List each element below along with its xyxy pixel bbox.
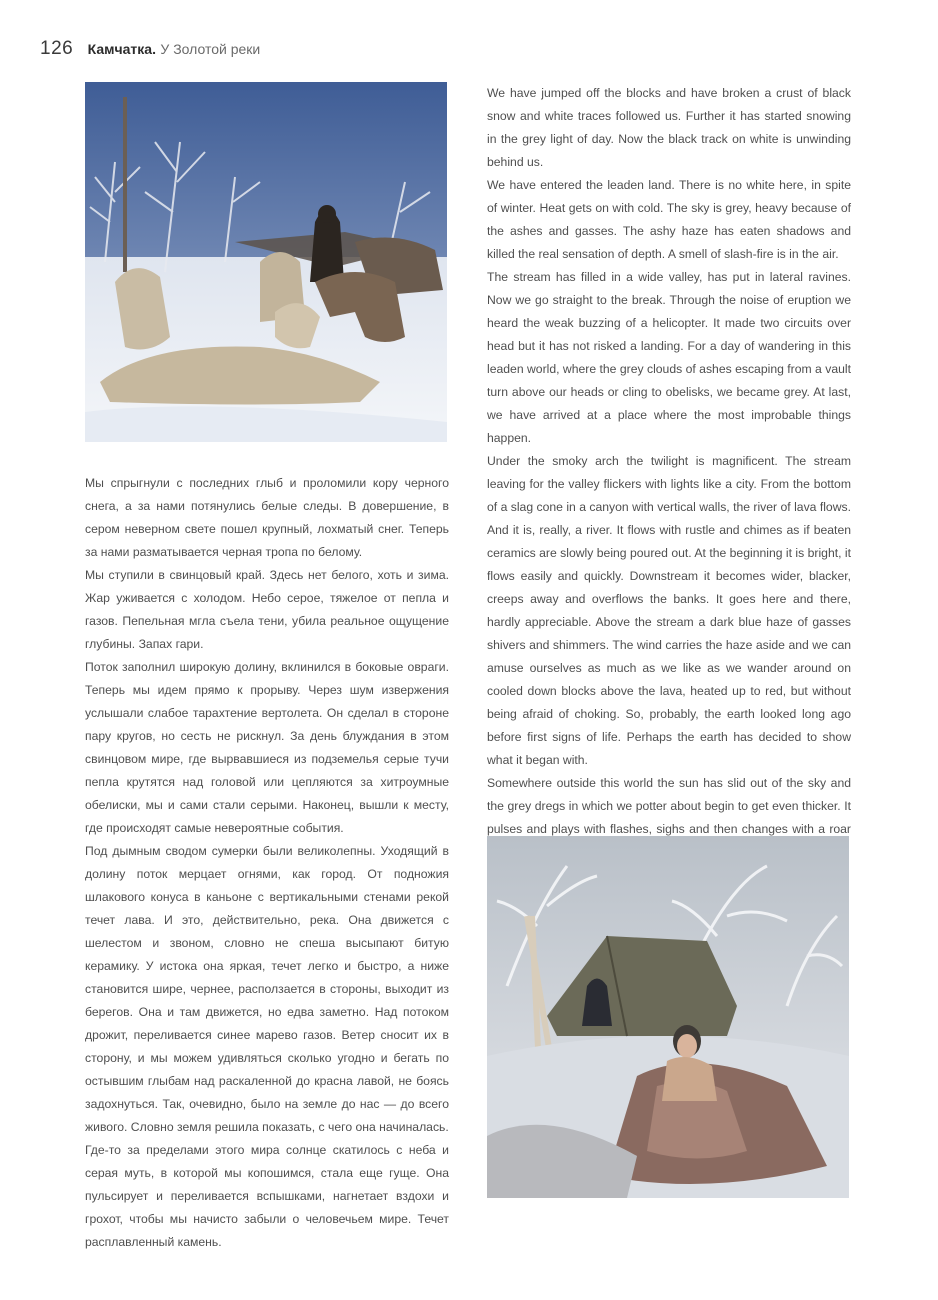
sled-dogs-photo [85, 82, 447, 442]
ru-paragraph: Где-то за пределами этого мира солнце скатилось с неба и серая муть, в которой мы копошимся, стала еще гуще. Она пульсирует и переливается вспышками, нагнетает вздохи и грохот, чтобы мы начисто забыли о человечьем мире. Течет расплавленный камень. [85, 1143, 449, 1249]
ru-paragraph: Мы ступили в свинцовый край. Здесь нет белого, хоть и зима. Жар уживается с холодом. Небо серое, тяжелое от пепла и газов. Пепельная мгла съела тени, убила реальное ощущение глубины. Запах гари. [85, 568, 449, 651]
ru-paragraph: Мы спрыгнули с последних глыб и проломили кору черного снега, а за нами потянулись белые следы. В довершение, в сером неверном свете пошел крупный, лохматый снег. Теперь за нами разматывается черная тропа по белому. [85, 476, 449, 559]
page-number: 126 [40, 38, 74, 59]
section-title: Камчатка. [87, 41, 156, 57]
running-header [40, 38, 260, 62]
en-paragraph: Somewhere outside this world the sun has slid out of the sky and the grey dregs in which we potter about begin to get even thicker. It pulses and plays with flashes, sighs and then changes with a roar [487, 776, 851, 836]
russian-text-column [85, 472, 449, 1254]
chapter-subtitle: У Золотой реки [160, 41, 261, 57]
ru-paragraph: Поток заполнил широкую долину, вклинился в боковые овраги. Теперь мы идем прямо к прорыву. Через шум извержения услышали слабое тарахтение вертолета. Он сделал в стороне пару кругов, но сесть не рискнул. За день блуждания в этом свинцовом мире, где вырвавшиеся из подземелья серые тучи пепла крутятся над головой или цепляются за хитроумные обелиски, мы и сами стали серыми. Наконец, вышли к месту, где происходят самые невероятные события. [85, 660, 449, 835]
en-paragraph: The stream has filled in a wide valley, has put in lateral ravines. Now we go straight to the break. Through the noise of eruption we heard the weak buzzing of a helicopter. It made two circuits over head but it has not risked a landing. For a day of wandering in this leaden world, where the grey clouds of ashes escaping from a vault turn above our heads or cling to obelisks, we became grey. At last, we have arrived at a place where the most improbable things happen. [487, 270, 851, 445]
winter-camp-photo [487, 836, 849, 1198]
en-paragraph: We have jumped off the blocks and have broken a crust of black snow and white traces followed us. Further it has started snowing in the grey light of day. Now the black track on white is unwinding behind us. [487, 86, 851, 169]
ru-paragraph: Под дымным сводом сумерки были великолепны. Уходящий в долину поток мерцает огнями, как город. От подножия шлакового конуса в каньоне с вертикальными стенами рекой течет лава. И это, действительно, река. Она движется с шелестом и звоном, словно не спеша высыпают битую керамику. У истока она яркая, течет легко и быстро, а ниже становится шире, чернее, расползается в стороны, выходит из берегов. Она и там движется, но едва заметно. Над потоком дрожит, переливается синее марево газов. Ветер сносит их в сторону, и мы можем удивляться сколько угодно и бегать по остывшим глыбам над раскаленной до красна лавой, не боясь задохнуться. Так, очевидно, было на земле до нас — до всего живого. Словно земля решила показать, с чего она начиналась. [85, 844, 449, 1134]
en-paragraph: Under the smoky arch the twilight is magnificent. The stream leaving for the valley flickers with lights like a city. From the bottom of a slag cone in a canyon with vertical walls, the river of lava flows. And it is, really, a river. It flows with rustle and chimes as if beaten ceramics are slowly being poured out. At the beginning it is bright, it flows easily and quickly. Downstream it becomes wider, blacker, creeps away and overflows the banks. It goes here and there, hardly appreciable. Above the stream a dark blue haze of gasses shivers and shimmers. The wind carries the haze aside and we can amuse ourselves as much as we like as we wander around on cooled down blocks above the lava, heated up to red, but without being afraid of choking. So, probably, the earth looked long ago before first signs of life. Perhaps the earth has decided to show what it began with. [487, 454, 851, 767]
en-paragraph: We have entered the leaden land. There is no white here, in spite of winter. Heat gets on with cold. The sky is grey, heavy because of the ashes and gasses. The ashy haze has eaten shadows and killed the real sensation of depth. A smell of slash-fire is in the air. [487, 178, 851, 261]
english-text-column [487, 82, 851, 864]
